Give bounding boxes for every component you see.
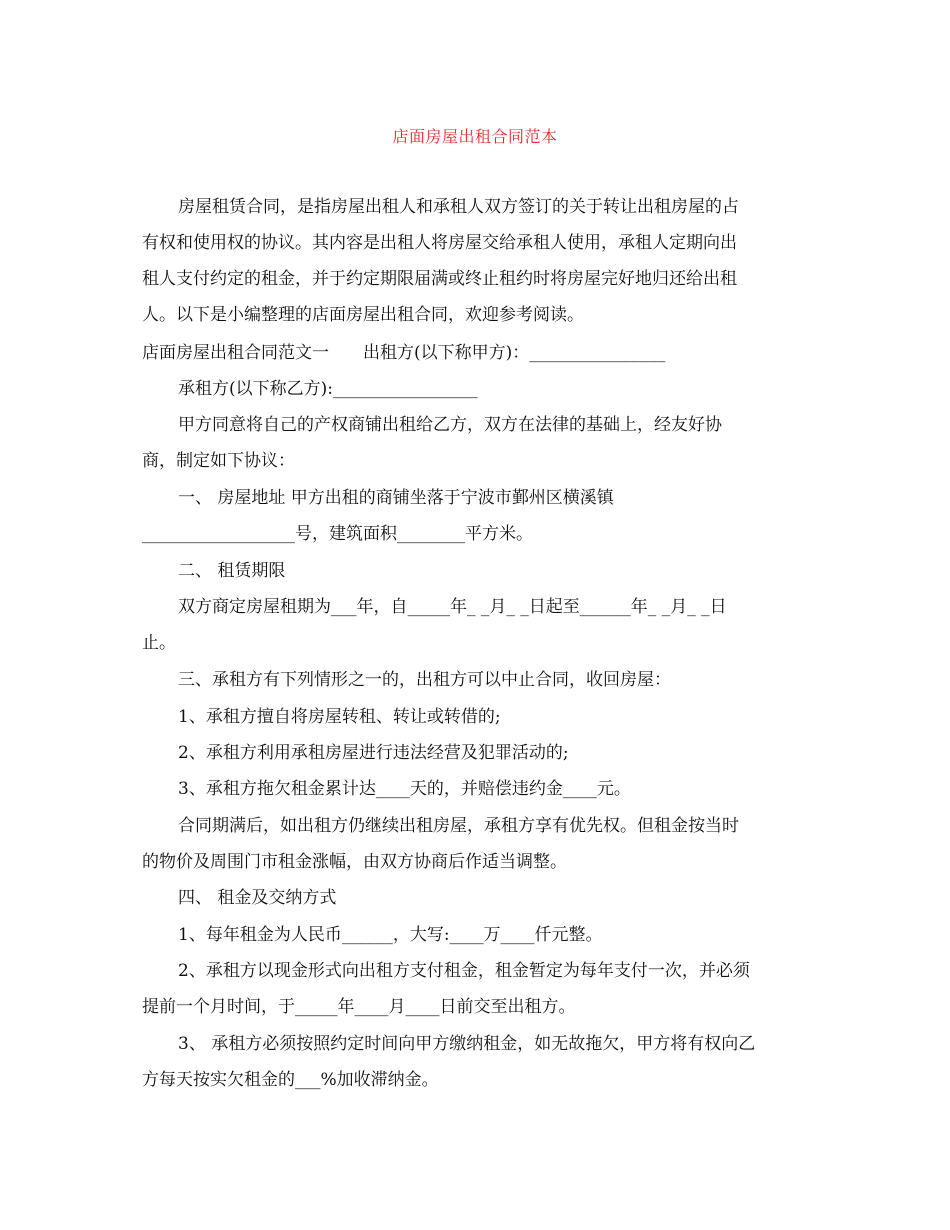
paragraph-line: 3、 承租方必须按照约定时间向甲方缴纳租金，如无故拖欠，甲方将有权向乙 — [178, 1034, 756, 1054]
paragraph-line: 商，制定如下协议： — [142, 451, 295, 471]
paragraph-line: 二、 租赁期限 — [178, 561, 286, 581]
paragraph-line: 房屋租赁合同，是指房屋出租人和承租人双方签订的关于转让出租房屋的占 — [178, 197, 739, 217]
paragraph-line: 的物价及周围门市租金涨幅，由双方协商后作适当调整。 — [142, 852, 567, 872]
paragraph-line: 止。 — [142, 633, 176, 653]
paragraph-line: 人。以下是小编整理的店面房屋出租合同，欢迎参考阅读。 — [142, 305, 584, 325]
paragraph-line: 双方商定房屋租期为___年，自_____年_ _月_ _日起至______年_ _月_ _日 — [178, 597, 727, 617]
document-title: 店面房屋出租合同范本 — [392, 127, 558, 146]
paragraph-line: __________________号，建筑面积________平方米。 — [142, 524, 533, 544]
paragraph-line: 甲方同意将自己的产权商铺出租给乙方，双方在法律的基础上，经友好协 — [178, 415, 722, 435]
paragraph-line: 店面房屋出租合同范文一 出租方(以下称甲方)：________________ — [142, 343, 666, 363]
paragraph-line: 2、承租方利用承租房屋进行违法经营及犯罪活动的; — [178, 743, 569, 763]
paragraph-line: 3、承租方拖欠租金累计达____天的，并赔偿违约金____元。 — [178, 779, 631, 799]
paragraph-line: 四、 租金及交纳方式 — [178, 888, 337, 908]
paragraph-line: 租人支付约定的租金，并于约定期限届满或终止租约时将房屋完好地归还给出租 — [142, 269, 737, 289]
paragraph-line: 1、承租方擅自将房屋转租、转让或转借的; — [178, 707, 501, 727]
paragraph-line: 1、每年租金为人民币______，大写:____万____仟元整。 — [178, 925, 603, 945]
paragraph-line: 承租方(以下称乙方):_________________ — [178, 379, 478, 399]
paragraph-line: 三、承租方有下列情形之一的，出租方可以中止合同，收回房屋： — [178, 670, 671, 690]
paragraph-line: 2、承租方以现金形式向出租方支付租金，租金暂定为每年支付一次，并必须 — [178, 961, 750, 981]
paragraph-line: 合同期满后，如出租方仍继续出租房屋，承租方享有优先权。但租金按当时 — [178, 816, 739, 836]
paragraph-line: 方每天按实欠租金的___%加收滞纳金。 — [142, 1070, 439, 1090]
paragraph-line: 提前一个月时间，于_____年____月____日前交至出租方。 — [142, 997, 576, 1017]
paragraph-line: 有权和使用权的协议。其内容是出租人将房屋交给承租人使用，承租人定期向出 — [142, 233, 737, 253]
paragraph-line: 一、 房屋地址 甲方出租的商铺坐落于宁波市鄞州区横溪镇 — [178, 488, 614, 508]
